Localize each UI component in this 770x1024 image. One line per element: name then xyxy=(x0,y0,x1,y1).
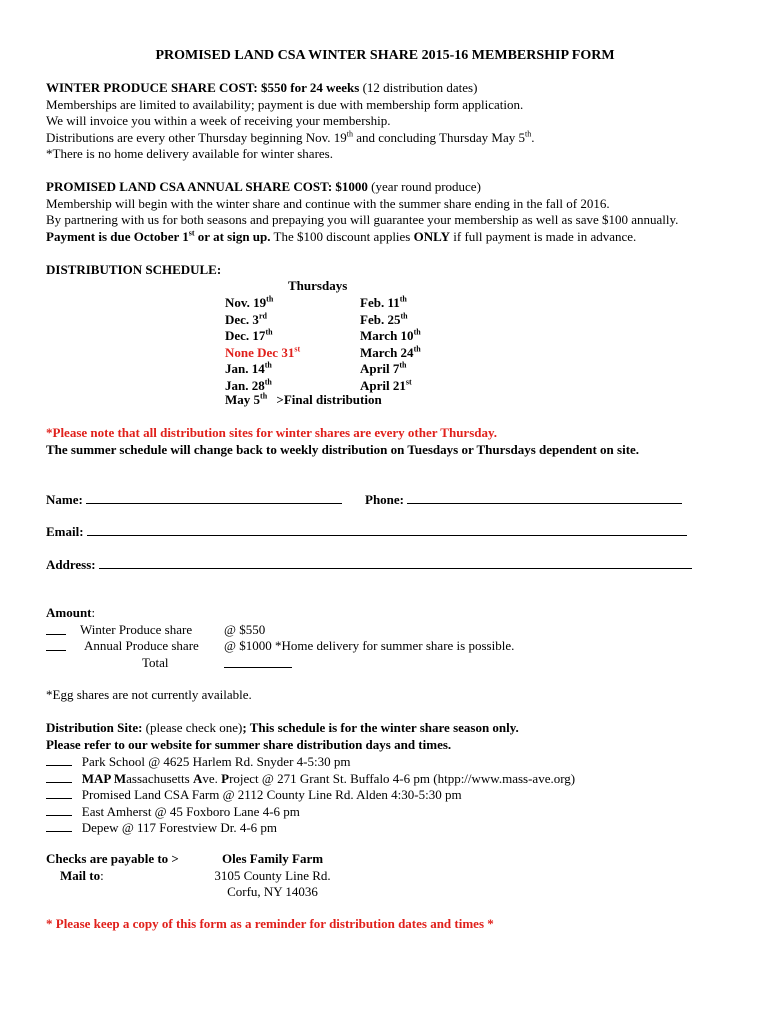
schedule-date: March 10th xyxy=(360,327,421,344)
winter-cost-label: WINTER PRODUCE SHARE COST: $550 for 24 weeks xyxy=(46,80,360,95)
schedule-column-1 xyxy=(225,295,300,395)
note-summer-schedule: The summer schedule will change back to weekly distribution on Tuesdays or Thursdays dependent on site. xyxy=(46,441,640,457)
annual-share-option[interactable]: Annual Produce share @ $1000 *Home delivery for summer share is possible. xyxy=(46,638,95,655)
schedule-date: Jan. 14th xyxy=(225,361,272,377)
annual-line-1: Membership will begin with the winter share and continue with the summer share ending in the fall of 2016. xyxy=(46,195,610,211)
annual-cost-note: (year round produce) xyxy=(367,179,481,194)
winter-cost-note: (12 distribution dates) xyxy=(359,80,478,95)
site-option-farm[interactable]: Promised Land CSA Farm @ 2112 County Line Rd. Alden 4:30-5:30 pm xyxy=(46,786,746,803)
site-option-map[interactable]: MAP Massachusetts Ave. Project @ 271 Grant St. Buffalo 4-6 pm (htpp://www.mass-ave.org) xyxy=(46,770,746,787)
schedule-date: April 7th xyxy=(360,361,407,377)
note-every-other-thursday: *Please note that all distribution sites for winter shares are every other Thursday. xyxy=(46,425,498,440)
schedule-heading: DISTRIBUTION SCHEDULE: xyxy=(46,262,222,277)
total-row[interactable]: Total xyxy=(46,655,95,672)
name-field[interactable]: Name: xyxy=(46,491,342,508)
site-option-depew[interactable]: Depew @ 117 Forestview Dr. 4-6 pm xyxy=(46,819,746,836)
schedule-date: Dec. 17th xyxy=(225,327,273,344)
address-field[interactable]: Address: xyxy=(46,556,692,573)
annual-share-section xyxy=(46,179,746,245)
schedule-date: Dec. 3rd xyxy=(225,311,267,327)
email-field[interactable]: Email: xyxy=(46,523,687,540)
annual-line-2: By partnering with us for both seasons and prepaying you will guarantee your membership as well as save $100 annually. xyxy=(46,212,679,227)
amount-label: Amount xyxy=(46,605,92,620)
winter-line-4: *There is no home delivery available for winter shares. xyxy=(46,146,333,161)
winter-line-1: Memberships are limited to availability; payment is due with membership form application. xyxy=(46,96,524,112)
schedule-date: Jan. 28th xyxy=(225,377,272,393)
amount-section: Amount: Winter Produce share @ $550 Annual Produce share @ $1000 *Home delivery for summer share is possible. Total xyxy=(46,605,515,670)
winter-share-section xyxy=(46,80,746,163)
site-option-east-amherst[interactable]: East Amherst @ 45 Foxboro Lane 4-6 pm xyxy=(46,803,746,820)
egg-share-note: *Egg shares are not currently available. xyxy=(46,687,252,702)
site-option-park-school[interactable]: Park School @ 4625 Harlem Rd. Snyder 4-5:30 pm xyxy=(46,753,746,770)
schedule-date: March 24th xyxy=(360,344,421,360)
distribution-site-section: Distribution Site: (please check one); This schedule is for the winter share season only. Please refer to our website for summer share distribution days and times. Park School @ 4625 Harlem Rd. Snyder 4-5:30 pm MAP Massachusetts Ave. Project @ 271 Grant St. Buffalo 4-6 pm (htpp://www.mass-ave.org) Promised Land CSA Farm @ 2112 County Line Rd. Alden 4:30-5:30 pm East Amherst @ 45 Foxboro Lane 4-6 pm Depew @ 117 Forestview Dr. 4-6 pm xyxy=(46,720,746,836)
schedule-date: None Dec 31st xyxy=(225,344,301,360)
winter-share-option[interactable]: Winter Produce share @ $550 xyxy=(46,622,95,639)
schedule-date: April 21st xyxy=(360,377,412,393)
winter-line-2: We will invoice you within a week of receiving your membership. xyxy=(46,113,391,128)
mailing-labels: Checks are payable to > Mail to: xyxy=(46,851,179,883)
final-distribution: May 5th >Final distribution xyxy=(225,391,382,407)
schedule-date: Feb. 11th xyxy=(360,294,407,310)
schedule-date: Feb. 25th xyxy=(360,311,408,327)
form-title: PROMISED LAND CSA WINTER SHARE 2015-16 MEMBERSHIP FORM xyxy=(155,48,615,63)
winter-line-3: Distributions are every other Thursday beginning Nov. 19th and concluding Thursday May 5th. xyxy=(46,129,535,145)
footer-reminder: * Please keep a copy of this form as a reminder for distribution dates and times * xyxy=(46,916,494,931)
mailing-address: Oles Family Farm 3105 County Line Rd. Corfu, NY 14036 xyxy=(214,851,331,899)
schedule-date: Nov. 19th xyxy=(225,294,274,310)
schedule-day-label: Thursdays xyxy=(288,278,348,293)
phone-field[interactable]: Phone: xyxy=(365,491,682,508)
distribution-notes xyxy=(46,425,746,458)
schedule-column-2 xyxy=(360,295,421,395)
annual-cost-label: PROMISED LAND CSA ANNUAL SHARE COST: $1000 xyxy=(46,179,368,194)
annual-line-3: Payment is due October 1st or at sign up. The $100 discount applies ONLY if full payment is made in advance. xyxy=(46,228,637,244)
